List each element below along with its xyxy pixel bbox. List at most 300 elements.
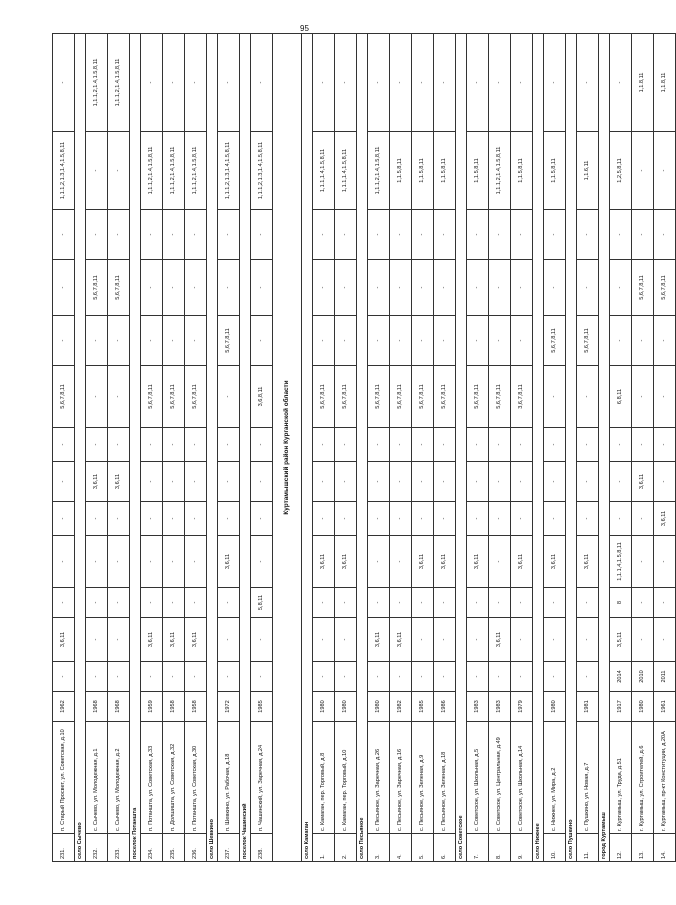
table-cell: 2014 bbox=[610, 662, 632, 692]
table-cell: 1,1.5,8,11 bbox=[511, 132, 533, 210]
table-cell: - bbox=[412, 618, 434, 662]
table-cell: 3,6,11 bbox=[511, 536, 533, 588]
table-cell: - bbox=[218, 210, 240, 260]
table-cell: 1985 bbox=[251, 692, 273, 722]
table-cell: 5,6,7,8,11 bbox=[141, 366, 163, 428]
table-row bbox=[632, 34, 654, 862]
table-cell: - bbox=[185, 662, 207, 692]
table-row bbox=[251, 34, 273, 862]
table-cell: - bbox=[335, 588, 357, 618]
address-cell: с. Пушкино, ул. Новая, д.7 bbox=[577, 722, 599, 834]
table-cell: - bbox=[335, 260, 357, 316]
table-cell: 1,1.8,11 bbox=[632, 34, 654, 132]
table-cell: 1,1.5,8,11 bbox=[434, 132, 456, 210]
table-cell: - bbox=[544, 662, 566, 692]
table-cell: - bbox=[489, 502, 511, 536]
rotated-page bbox=[52, 34, 668, 862]
row-number-cell: 3. bbox=[368, 834, 390, 862]
table-cell: 1,1.1,1.4,1.5,8,11 bbox=[335, 132, 357, 210]
section-heading-row bbox=[456, 34, 467, 862]
table-cell: - bbox=[163, 662, 185, 692]
table-cell: - bbox=[368, 502, 390, 536]
table-cell: 1,1.5,8,11 bbox=[412, 132, 434, 210]
table-cell: 5,6,7,8,11 bbox=[218, 316, 240, 366]
table-cell: 1,1.1,2,1.4,1.5,8,11 bbox=[141, 132, 163, 210]
row-number-cell: 231. bbox=[53, 834, 75, 862]
table-cell: - bbox=[390, 662, 412, 692]
table-cell: 3,6,11 bbox=[632, 462, 654, 502]
table-cell: 1,1.1,2,1.3,1.4,1.5,8,11 bbox=[251, 132, 273, 210]
table-cell: 1,1.1,2,1.4,1.5,8,11 bbox=[489, 132, 511, 210]
table-cell: - bbox=[313, 34, 335, 132]
table-cell: - bbox=[86, 132, 108, 210]
table-cell: 3,6,11 bbox=[313, 536, 335, 588]
table-cell: - bbox=[163, 260, 185, 316]
table-cell: 3,6,11 bbox=[390, 618, 412, 662]
table-cell: 1,1.1,2,1.3,1.4,1.5,8,11 bbox=[53, 132, 75, 210]
table-cell: - bbox=[251, 502, 273, 536]
table-cell: 5,6,7,8,11 bbox=[86, 260, 108, 316]
table-cell: - bbox=[251, 210, 273, 260]
table-cell: 1980 bbox=[632, 692, 654, 722]
table-cell: - bbox=[489, 428, 511, 462]
address-cell: п. Долшишта, ул. Советская, д.32 bbox=[163, 722, 185, 834]
table-cell: - bbox=[368, 588, 390, 618]
table-cell: - bbox=[108, 366, 130, 428]
table-row bbox=[434, 34, 456, 862]
table-cell: - bbox=[368, 462, 390, 502]
address-cell: п. Старый Просвет, ул. Советская, д.10 bbox=[53, 722, 75, 834]
table-cell: - bbox=[53, 588, 75, 618]
table-cell: 1972 bbox=[218, 692, 240, 722]
table-cell: - bbox=[544, 618, 566, 662]
table-cell: 5,8,11 bbox=[251, 588, 273, 618]
table-cell: - bbox=[412, 260, 434, 316]
section-heading-row bbox=[302, 34, 313, 862]
table-cell: 1983 bbox=[489, 692, 511, 722]
table-cell: 1985 bbox=[412, 692, 434, 722]
table-row bbox=[313, 34, 335, 862]
table-cell: - bbox=[335, 316, 357, 366]
table-cell: - bbox=[544, 366, 566, 428]
table-row bbox=[53, 34, 75, 862]
section-heading-row bbox=[130, 34, 141, 862]
table-row bbox=[467, 34, 489, 862]
table-row bbox=[108, 34, 130, 862]
table-cell: - bbox=[390, 536, 412, 588]
table-cell: - bbox=[632, 316, 654, 366]
table-cell: 5,6,7,8,11 bbox=[544, 316, 566, 366]
row-number-cell: 234. bbox=[141, 834, 163, 862]
table-cell: 5,6,7,8,11 bbox=[335, 366, 357, 428]
table-cell: 2011 bbox=[654, 662, 676, 692]
table-cell: - bbox=[335, 662, 357, 692]
address-cell: с. Камаган, пер. Торговый, д.10 bbox=[335, 722, 357, 834]
table-cell: - bbox=[185, 502, 207, 536]
table-cell: - bbox=[610, 502, 632, 536]
register-table bbox=[52, 33, 676, 862]
table-cell: - bbox=[577, 502, 599, 536]
table-cell: - bbox=[185, 462, 207, 502]
table-cell: - bbox=[434, 662, 456, 692]
table-cell: 3,6,11 bbox=[218, 536, 240, 588]
table-cell: - bbox=[185, 34, 207, 132]
section-title: село Нижнее bbox=[533, 34, 544, 862]
table-cell: - bbox=[489, 588, 511, 618]
table-cell: 5,6,7,8,11 bbox=[313, 366, 335, 428]
address-cell: г. Куртамыш, ул. Строителей, д.6 bbox=[632, 722, 654, 834]
table-cell: - bbox=[654, 462, 676, 502]
table-cell: - bbox=[185, 260, 207, 316]
table-cell: 1982 bbox=[390, 692, 412, 722]
address-cell: с. Советское, ул. Школьная, д.14 bbox=[511, 722, 533, 834]
table-cell: 5,6,7,8,11 bbox=[390, 366, 412, 428]
table-row bbox=[163, 34, 185, 862]
table-cell: 5,6,7,8,11 bbox=[185, 366, 207, 428]
table-cell: - bbox=[467, 618, 489, 662]
table-cell: 3,6,11 bbox=[434, 536, 456, 588]
section-title: город Куртамыш bbox=[599, 34, 610, 862]
row-number-cell: 238. bbox=[251, 834, 273, 862]
table-cell: - bbox=[335, 618, 357, 662]
table-cell: - bbox=[577, 618, 599, 662]
table-cell: - bbox=[313, 502, 335, 536]
table-cell: - bbox=[434, 428, 456, 462]
table-cell: - bbox=[511, 618, 533, 662]
table-cell: - bbox=[467, 588, 489, 618]
table-cell: - bbox=[163, 462, 185, 502]
table-cell: 5,6,7,8,11 bbox=[368, 366, 390, 428]
table-cell: - bbox=[313, 316, 335, 366]
table-cell: - bbox=[434, 260, 456, 316]
table-cell: - bbox=[489, 260, 511, 316]
table-cell: 1,1.6,11 bbox=[577, 132, 599, 210]
table-cell: - bbox=[654, 536, 676, 588]
table-cell: - bbox=[335, 34, 357, 132]
table-row bbox=[412, 34, 434, 862]
table-cell: - bbox=[511, 662, 533, 692]
table-cell: - bbox=[163, 428, 185, 462]
table-cell: - bbox=[577, 662, 599, 692]
table-cell: - bbox=[163, 588, 185, 618]
table-cell: 1958 bbox=[185, 692, 207, 722]
table-row bbox=[511, 34, 533, 862]
table-cell: 3,6,11 bbox=[108, 462, 130, 502]
table-cell: - bbox=[632, 618, 654, 662]
table-cell: - bbox=[434, 462, 456, 502]
table-cell: - bbox=[218, 502, 240, 536]
section-heading-row bbox=[207, 34, 218, 862]
table-cell: - bbox=[654, 210, 676, 260]
table-cell: 3,6,11 bbox=[489, 618, 511, 662]
table-cell: 1983 bbox=[467, 692, 489, 722]
table-row bbox=[368, 34, 390, 862]
table-cell: - bbox=[218, 260, 240, 316]
table-cell: - bbox=[610, 210, 632, 260]
table-cell: - bbox=[390, 316, 412, 366]
table-cell: - bbox=[654, 132, 676, 210]
table-cell: - bbox=[632, 588, 654, 618]
table-cell: - bbox=[544, 210, 566, 260]
table-cell: - bbox=[632, 502, 654, 536]
register-body bbox=[53, 34, 676, 862]
table-cell: - bbox=[218, 662, 240, 692]
table-cell: - bbox=[544, 462, 566, 502]
table-cell: - bbox=[313, 618, 335, 662]
table-cell: - bbox=[434, 316, 456, 366]
table-cell: - bbox=[163, 536, 185, 588]
address-cell: с. Песьяное, ул. Заречная, д.26 bbox=[368, 722, 390, 834]
table-cell: - bbox=[313, 428, 335, 462]
table-cell: - bbox=[610, 260, 632, 316]
table-cell: - bbox=[434, 502, 456, 536]
table-cell: 1,1.1,1.4,1.5,8,11 bbox=[313, 132, 335, 210]
table-cell: - bbox=[434, 34, 456, 132]
table-cell: - bbox=[610, 316, 632, 366]
table-cell: 3,6,8,11 bbox=[251, 366, 273, 428]
table-cell: 1,2,5,8,11 bbox=[610, 132, 632, 210]
table-cell: - bbox=[185, 316, 207, 366]
table-cell: - bbox=[467, 428, 489, 462]
table-cell: - bbox=[251, 662, 273, 692]
table-cell: 1,1.1,4,1.5,8,11 bbox=[610, 536, 632, 588]
table-cell: - bbox=[185, 210, 207, 260]
row-number-cell: 13. bbox=[632, 834, 654, 862]
address-cell: с. Камаган, пер. Торговый, д.8 bbox=[313, 722, 335, 834]
table-cell: 1968 bbox=[108, 692, 130, 722]
table-cell: 1,1.1,2,1.3,1.4,1.5,8,11 bbox=[218, 132, 240, 210]
table-cell: 1917 bbox=[610, 692, 632, 722]
section-heading-row bbox=[240, 34, 251, 862]
section-title: поселок Чашинский bbox=[240, 34, 251, 862]
table-cell: - bbox=[467, 260, 489, 316]
address-cell: п. Потаншта, ул. Советская, д.30 bbox=[185, 722, 207, 834]
table-cell: 3,6,11 bbox=[185, 618, 207, 662]
table-cell: 1,1.1,2,1.4,1.5,8,11 bbox=[368, 132, 390, 210]
table-cell: - bbox=[544, 502, 566, 536]
address-cell: с. Песьяное, ул. Зеленая, д.9 bbox=[412, 722, 434, 834]
table-cell: - bbox=[86, 316, 108, 366]
table-cell: - bbox=[368, 662, 390, 692]
table-cell: - bbox=[141, 428, 163, 462]
table-cell: 5,6,7,8,11 bbox=[577, 316, 599, 366]
table-cell: - bbox=[335, 210, 357, 260]
table-cell: - bbox=[544, 260, 566, 316]
table-cell: - bbox=[632, 428, 654, 462]
row-number-cell: 2. bbox=[335, 834, 357, 862]
row-number-cell: 8. bbox=[489, 834, 511, 862]
table-row bbox=[185, 34, 207, 862]
table-cell: - bbox=[185, 536, 207, 588]
district-heading-row bbox=[273, 34, 302, 862]
section-heading-row bbox=[357, 34, 368, 862]
table-cell: - bbox=[368, 210, 390, 260]
table-cell: 3,6,11 bbox=[467, 536, 489, 588]
table-cell: - bbox=[544, 428, 566, 462]
table-cell: 1,1.5,8,11 bbox=[390, 132, 412, 210]
table-cell: - bbox=[489, 34, 511, 132]
table-cell: - bbox=[412, 462, 434, 502]
table-cell: - bbox=[577, 428, 599, 462]
table-cell: - bbox=[86, 428, 108, 462]
table-cell: - bbox=[163, 210, 185, 260]
table-cell: - bbox=[577, 34, 599, 132]
section-title: село Сычево bbox=[75, 34, 86, 862]
table-cell: 3,5,11 bbox=[610, 618, 632, 662]
table-cell: - bbox=[313, 210, 335, 260]
table-cell: 1,1.5,8,11 bbox=[544, 132, 566, 210]
table-cell: - bbox=[141, 462, 163, 502]
table-cell: - bbox=[511, 316, 533, 366]
row-number-cell: 1. bbox=[313, 834, 335, 862]
table-cell: - bbox=[434, 210, 456, 260]
table-cell: 5,6,7,8,11 bbox=[163, 366, 185, 428]
table-cell: - bbox=[86, 588, 108, 618]
table-cell: - bbox=[251, 34, 273, 132]
table-cell: - bbox=[390, 462, 412, 502]
address-cell: п. Шевкино, ул. Рабочая, д.18 bbox=[218, 722, 240, 834]
table-cell: - bbox=[313, 462, 335, 502]
table-row bbox=[610, 34, 632, 862]
section-heading-row bbox=[566, 34, 577, 862]
table-cell: - bbox=[163, 502, 185, 536]
table-cell: - bbox=[368, 428, 390, 462]
section-heading-row bbox=[599, 34, 610, 862]
table-cell: - bbox=[577, 462, 599, 502]
table-cell: - bbox=[141, 536, 163, 588]
table-cell: - bbox=[544, 34, 566, 132]
table-cell: - bbox=[489, 536, 511, 588]
table-cell: - bbox=[489, 316, 511, 366]
table-cell: - bbox=[467, 210, 489, 260]
table-cell: 3,6,11 bbox=[141, 618, 163, 662]
row-number-cell: 9. bbox=[511, 834, 533, 862]
table-cell: - bbox=[108, 428, 130, 462]
table-cell: - bbox=[654, 316, 676, 366]
table-cell: - bbox=[108, 618, 130, 662]
table-row bbox=[489, 34, 511, 862]
table-cell: - bbox=[53, 316, 75, 366]
address-cell: с. Советское, ул. Центральная, д.49 bbox=[489, 722, 511, 834]
table-cell: - bbox=[53, 462, 75, 502]
address-cell: с. Советское, ул. Школьная, д.5 bbox=[467, 722, 489, 834]
table-cell: - bbox=[141, 260, 163, 316]
table-cell: - bbox=[434, 588, 456, 618]
table-cell: - bbox=[390, 588, 412, 618]
row-number-cell: 233. bbox=[108, 834, 130, 862]
table-cell: 5,6,7,8,11 bbox=[53, 366, 75, 428]
table-cell: - bbox=[108, 588, 130, 618]
table-cell: - bbox=[632, 366, 654, 428]
address-cell: с. Сычево, ул. Молодежная, д.1 bbox=[86, 722, 108, 834]
row-number-cell: 11. bbox=[577, 834, 599, 862]
address-cell: с. Песьяное, ул. Зеленая, д.18 bbox=[434, 722, 456, 834]
table-cell: - bbox=[108, 502, 130, 536]
table-cell: - bbox=[53, 34, 75, 132]
table-cell: - bbox=[185, 428, 207, 462]
table-cell: - bbox=[610, 428, 632, 462]
address-cell: с. Нижнее, ул. Мира, д.2 bbox=[544, 722, 566, 834]
table-cell: - bbox=[412, 34, 434, 132]
page-number: 95 bbox=[300, 24, 309, 33]
table-cell: - bbox=[53, 428, 75, 462]
address-cell: г. Куртамыш, пр-кт Конституции, д.20А bbox=[654, 722, 676, 834]
table-cell: 3,6,11 bbox=[53, 618, 75, 662]
address-cell: п. Потаншта, ул. Советская, д.33 bbox=[141, 722, 163, 834]
table-cell: - bbox=[368, 536, 390, 588]
table-cell: - bbox=[390, 260, 412, 316]
table-cell: - bbox=[86, 366, 108, 428]
table-cell: - bbox=[511, 502, 533, 536]
table-cell: - bbox=[218, 588, 240, 618]
table-cell: - bbox=[577, 210, 599, 260]
table-cell: - bbox=[251, 260, 273, 316]
table-cell: 1,1.1,2,1.4,1.5,8,11 bbox=[163, 132, 185, 210]
table-cell: - bbox=[86, 502, 108, 536]
row-number-cell: 235. bbox=[163, 834, 185, 862]
table-cell: - bbox=[467, 502, 489, 536]
table-cell: - bbox=[632, 536, 654, 588]
table-cell: 1,1.8,11 bbox=[654, 34, 676, 132]
section-title: село Песьяное bbox=[357, 34, 368, 862]
table-cell: - bbox=[489, 210, 511, 260]
table-cell: 3,6,11 bbox=[368, 618, 390, 662]
table-cell: 1959 bbox=[141, 692, 163, 722]
table-cell: - bbox=[53, 502, 75, 536]
table-cell: 5,6,7,8,11 bbox=[654, 260, 676, 316]
table-cell: 3,6,11 bbox=[412, 536, 434, 588]
row-number-cell: 14. bbox=[654, 834, 676, 862]
table-cell: - bbox=[335, 502, 357, 536]
table-cell: - bbox=[632, 210, 654, 260]
table-cell: 1980 bbox=[368, 692, 390, 722]
table-cell: - bbox=[577, 260, 599, 316]
address-cell: с. Сычево, ул. Молодежная, д.2 bbox=[108, 722, 130, 834]
table-cell: 5,6,7,8,11 bbox=[632, 260, 654, 316]
table-cell: 1961 bbox=[654, 692, 676, 722]
table-cell: - bbox=[654, 428, 676, 462]
table-cell: - bbox=[412, 210, 434, 260]
table-cell: - bbox=[654, 588, 676, 618]
table-cell: - bbox=[511, 462, 533, 502]
table-cell: 5,6,7,8,11 bbox=[467, 366, 489, 428]
table-cell: - bbox=[86, 662, 108, 692]
table-cell: - bbox=[53, 210, 75, 260]
row-number-cell: 236. bbox=[185, 834, 207, 862]
table-cell: - bbox=[654, 618, 676, 662]
table-cell: - bbox=[108, 662, 130, 692]
table-cell: 1958 bbox=[163, 692, 185, 722]
district-title: Куртамышский район Курганской области bbox=[273, 34, 302, 862]
table-cell: - bbox=[467, 34, 489, 132]
table-cell: - bbox=[368, 34, 390, 132]
table-cell: - bbox=[412, 502, 434, 536]
table-cell: - bbox=[218, 428, 240, 462]
table-cell: - bbox=[251, 536, 273, 588]
table-cell: 1980 bbox=[544, 692, 566, 722]
row-number-cell: 12. bbox=[610, 834, 632, 862]
table-cell: - bbox=[335, 462, 357, 502]
table-cell: - bbox=[632, 132, 654, 210]
table-cell: 1962 bbox=[53, 692, 75, 722]
table-cell: - bbox=[467, 662, 489, 692]
section-heading-row bbox=[75, 34, 86, 862]
table-cell: - bbox=[511, 588, 533, 618]
table-cell: 1980 bbox=[335, 692, 357, 722]
table-cell: 1986 bbox=[434, 692, 456, 722]
table-cell: - bbox=[86, 618, 108, 662]
section-title: село Пушкино bbox=[566, 34, 577, 862]
